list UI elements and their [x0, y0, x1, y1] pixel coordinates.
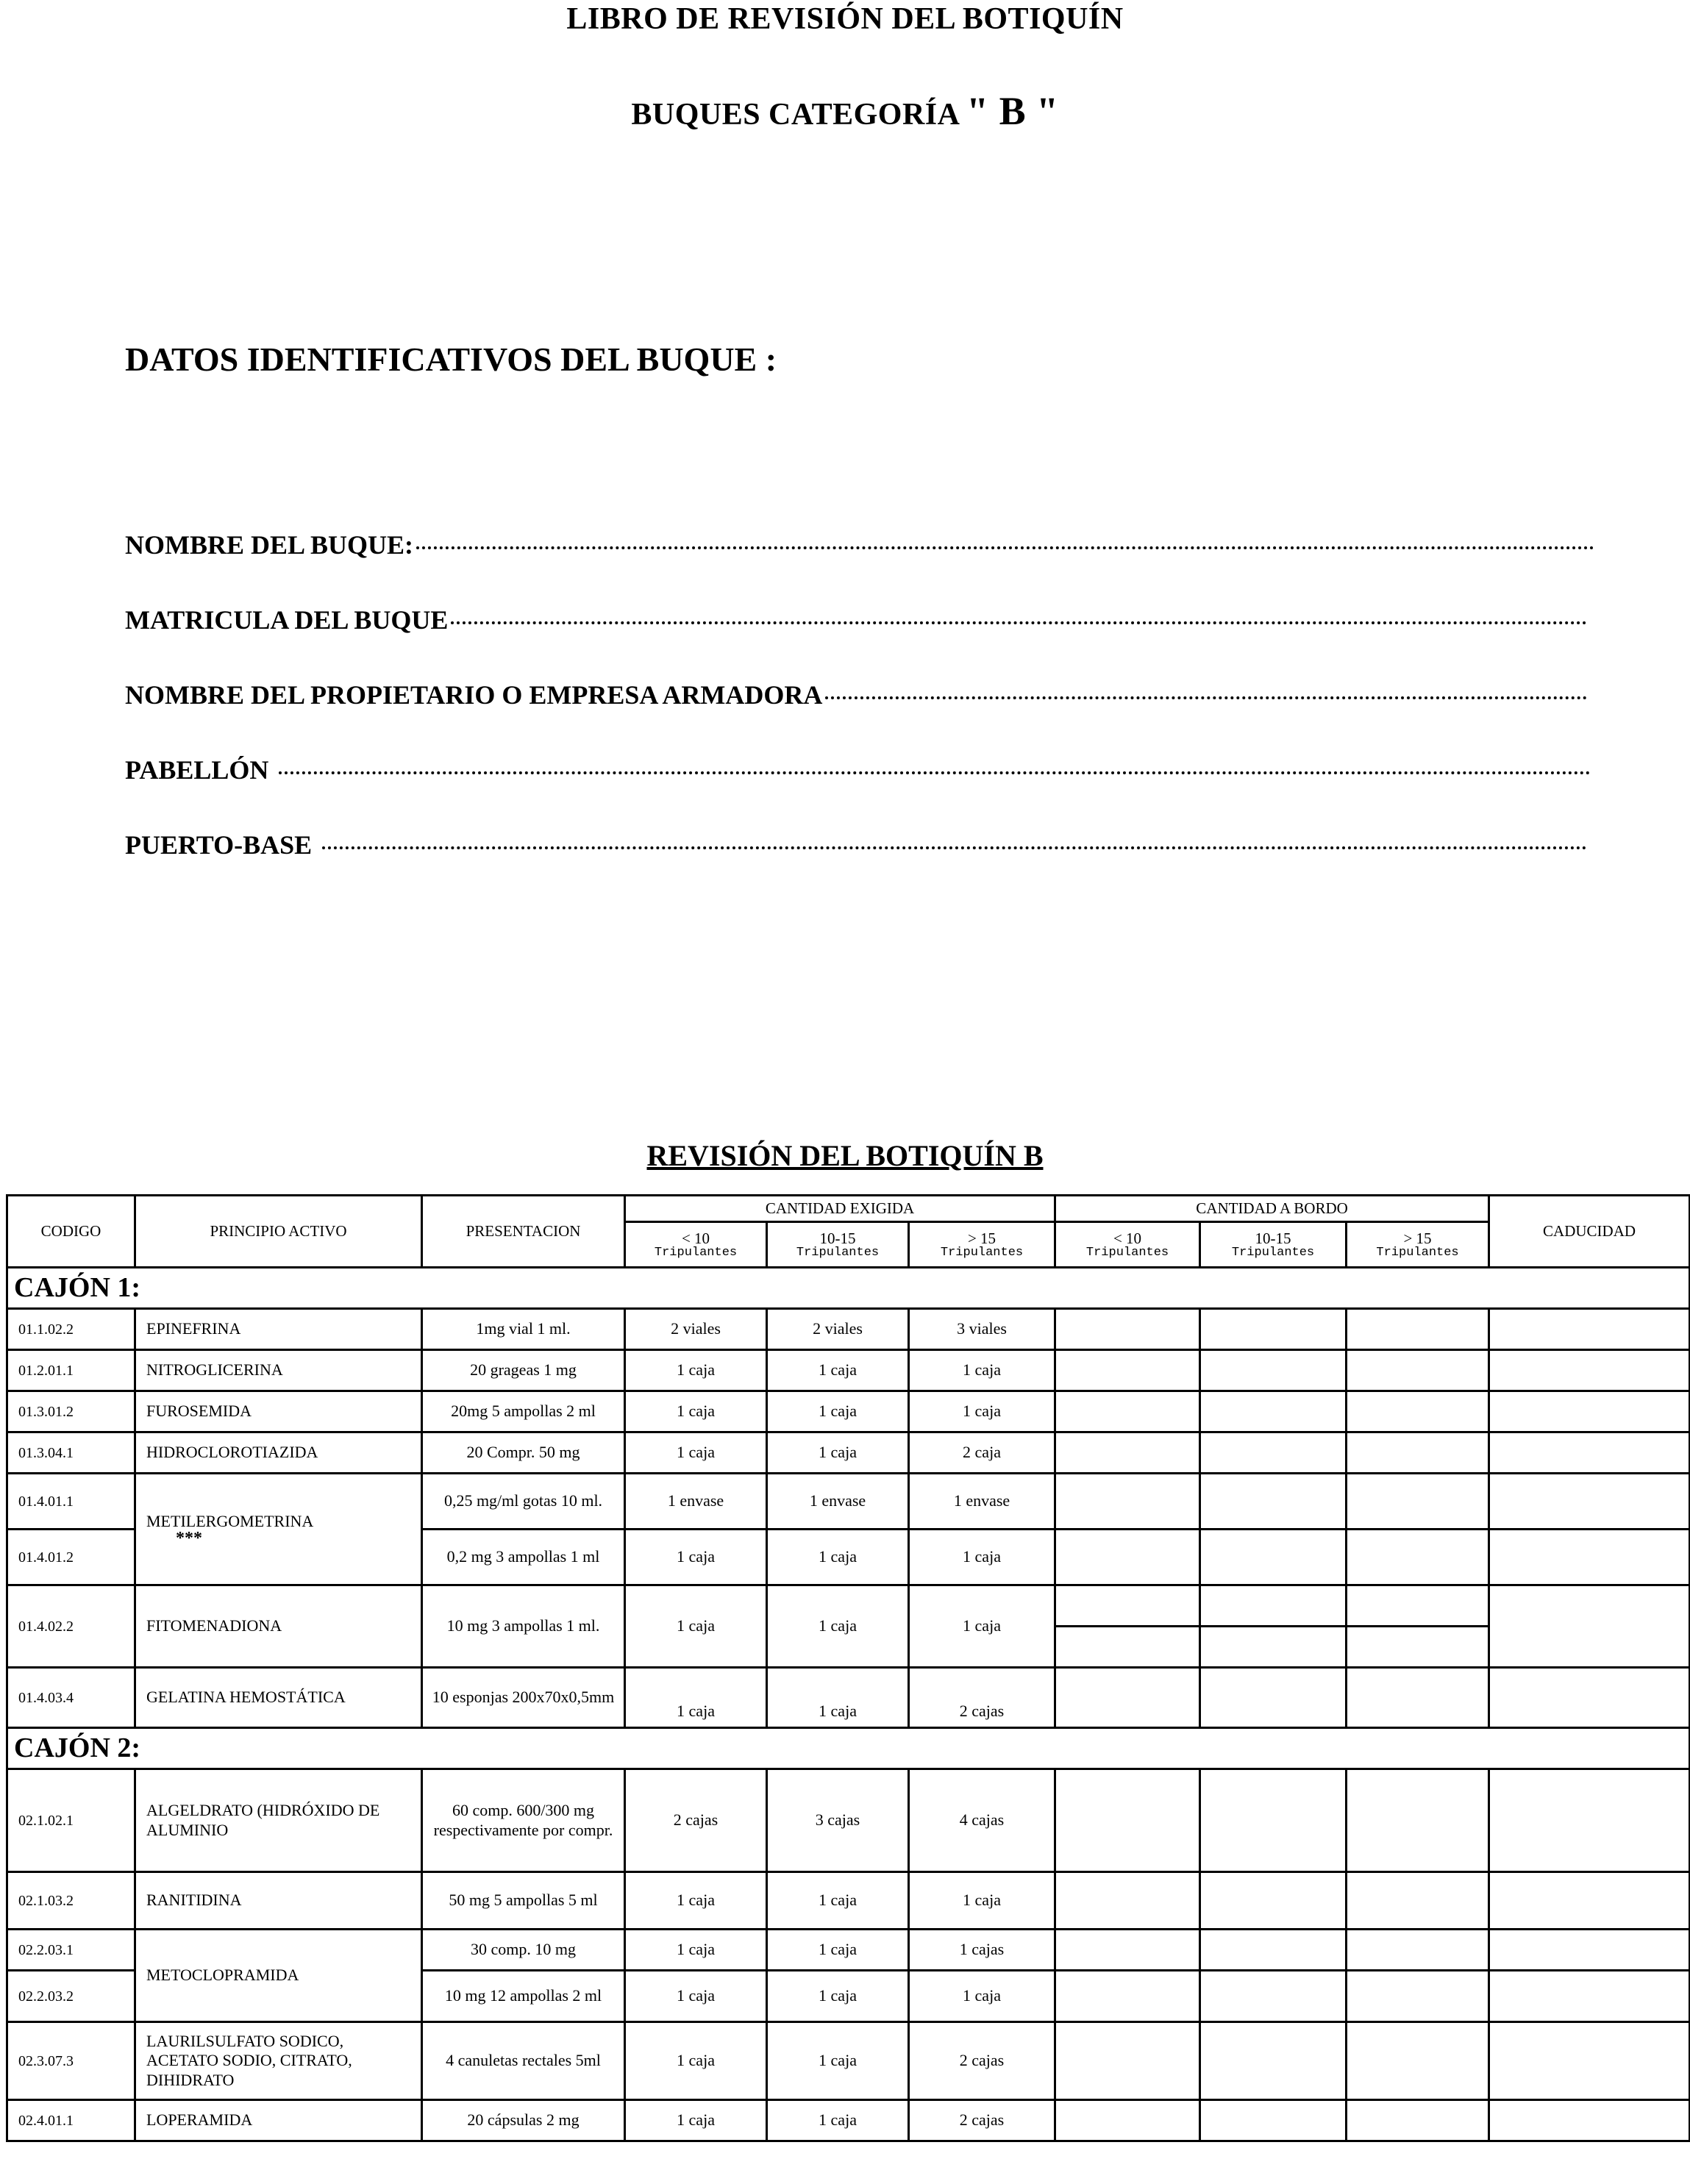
drug-cell: LAURILSULFATO SODICO, ACETATO SODIO, CITRATO, DIHIDRATO: [135, 2022, 422, 2100]
expiry-input[interactable]: [1489, 1971, 1690, 2022]
onboard-qty-input[interactable]: [1055, 1530, 1200, 1585]
required-qty-cell: 1 envase: [625, 1474, 767, 1530]
presentation-cell: 0,2 mg 3 ampollas 1 ml: [422, 1530, 625, 1585]
required-qty-cell: 1 caja: [625, 1930, 767, 1971]
required-qty-cell: 2 caja: [909, 1432, 1055, 1474]
required-qty-cell: 2 viales: [767, 1309, 909, 1350]
expiry-input[interactable]: [1489, 2100, 1690, 2141]
sub-range: < 10: [681, 1229, 710, 1247]
required-qty-cell: 1 caja: [625, 1872, 767, 1930]
onboard-qty-input[interactable]: [1200, 1627, 1347, 1668]
sub-word: Tripulantes: [1231, 1245, 1315, 1260]
drug-cell: GELATINA HEMOSTÁTICA: [135, 1668, 422, 1728]
code-cell: 02.2.03.1: [7, 1930, 135, 1971]
required-qty-cell: 1 caja: [909, 1391, 1055, 1432]
expiry-input[interactable]: [1489, 1872, 1690, 1930]
required-qty-cell: 3 cajas: [767, 1769, 909, 1872]
field-registration[interactable]: [125, 604, 1587, 635]
onboard-qty-input[interactable]: [1055, 1432, 1200, 1474]
col-header-exigida: CANTIDAD EXIGIDA: [625, 1196, 1055, 1222]
field-label: NOMBRE DEL BUQUE:: [125, 530, 414, 560]
table-row: [7, 1309, 1690, 1350]
drug-cell: EPINEFRINA: [135, 1309, 422, 1350]
sub-range: 10-15: [819, 1229, 856, 1247]
fill-in-line[interactable]: [825, 696, 1587, 699]
fill-in-line[interactable]: [416, 546, 1594, 549]
onboard-qty-input[interactable]: [1347, 2100, 1489, 2141]
onboard-qty-input[interactable]: [1055, 1309, 1200, 1350]
onboard-qty-input[interactable]: [1055, 2022, 1200, 2100]
onboard-qty-input[interactable]: [1347, 1432, 1489, 1474]
onboard-qty-input[interactable]: [1055, 1627, 1200, 1668]
field-label: MATRICULA DEL BUQUE: [125, 605, 449, 635]
drug-cell: [135, 1474, 422, 1585]
presentation-cell: 60 comp. 600/300 mg respectivamente por compr.: [422, 1769, 625, 1872]
expiry-input[interactable]: [1489, 1530, 1690, 1585]
required-qty-cell: 2 cajas: [909, 2022, 1055, 2100]
required-qty-cell: 1 envase: [767, 1474, 909, 1530]
sub-word: Tripulantes: [796, 1245, 880, 1260]
onboard-qty-input[interactable]: [1055, 2100, 1200, 2141]
required-qty-cell: 1 caja: [909, 1872, 1055, 1930]
onboard-qty-input[interactable]: [1200, 1668, 1347, 1728]
sub-header: [767, 1222, 909, 1268]
required-qty-cell: 1 caja: [767, 2022, 909, 2100]
sub-range: > 15: [1403, 1229, 1432, 1247]
code-cell: 01.3.04.1: [7, 1432, 135, 1474]
onboard-qty-input[interactable]: [1347, 1872, 1489, 1930]
table-row: [7, 1769, 1690, 1872]
onboard-qty-input[interactable]: [1347, 1585, 1489, 1627]
sub-range: 10-15: [1255, 1229, 1291, 1247]
onboard-qty-input[interactable]: [1055, 1585, 1200, 1627]
onboard-qty-input[interactable]: [1055, 1971, 1200, 2022]
onboard-qty-input[interactable]: [1200, 1350, 1347, 1391]
drug-name: METILERGOMETRINA: [146, 1511, 314, 1530]
code-cell: 02.1.02.1: [7, 1769, 135, 1872]
required-qty-cell: 1 caja: [625, 1585, 767, 1668]
field-label: PUERTO-BASE: [125, 830, 313, 860]
code-cell: 01.1.02.2: [7, 1309, 135, 1350]
code-cell: 02.4.01.1: [7, 2100, 135, 2141]
onboard-qty-input[interactable]: [1347, 1309, 1489, 1350]
required-qty-cell: 1 caja: [625, 1668, 767, 1728]
onboard-qty-input[interactable]: [1055, 1769, 1200, 1872]
onboard-qty-input[interactable]: [1347, 1530, 1489, 1585]
section-label: CAJÓN 2:: [7, 1728, 1690, 1769]
required-qty-cell: 4 cajas: [909, 1769, 1055, 1872]
code-cell: 01.2.01.1: [7, 1350, 135, 1391]
onboard-qty-input[interactable]: [1200, 1530, 1347, 1585]
sub-word: Tripulantes: [654, 1245, 738, 1260]
field-home-port[interactable]: [125, 829, 1587, 860]
subtitle-text: BUQUES CATEGORÍA: [631, 98, 967, 132]
required-qty-cell: 1 caja: [767, 1432, 909, 1474]
required-qty-cell: 1 caja: [767, 1391, 909, 1432]
identification-heading: DATOS IDENTIFICATIVOS DEL BUQUE :: [125, 340, 777, 378]
presentation-cell: 20 Compr. 50 mg: [422, 1432, 625, 1474]
sub-header: [909, 1222, 1055, 1268]
onboard-qty-input[interactable]: [1055, 1350, 1200, 1391]
presentation-cell: 20 grageas 1 mg: [422, 1350, 625, 1391]
onboard-qty-input[interactable]: [1347, 2022, 1489, 2100]
required-qty-cell: 1 caja: [767, 1585, 909, 1668]
onboard-qty-input[interactable]: [1347, 1971, 1489, 2022]
required-qty-cell: 1 caja: [625, 1971, 767, 2022]
col-header-a-bordo: CANTIDAD A BORDO: [1055, 1196, 1489, 1222]
required-qty-cell: 3 viales: [909, 1309, 1055, 1350]
presentation-cell: 30 comp. 10 mg: [422, 1930, 625, 1971]
sub-header: [1055, 1222, 1200, 1268]
required-qty-cell: 2 cajas: [909, 1668, 1055, 1728]
onboard-qty-input[interactable]: [1055, 1391, 1200, 1432]
onboard-qty-input[interactable]: [1200, 2100, 1347, 2141]
drug-cell: RANITIDINA: [135, 1872, 422, 1930]
presentation-cell: 1mg vial 1 ml.: [422, 1309, 625, 1350]
required-qty-cell: 1 caja: [625, 2100, 767, 2141]
required-qty-cell: 1 caja: [767, 1971, 909, 2022]
table-row: [7, 1391, 1690, 1432]
presentation-cell: 4 canuletas rectales 5ml: [422, 2022, 625, 2100]
asterisk-marks: ***: [176, 1528, 202, 1548]
required-qty-cell: 1 cajas: [909, 1930, 1055, 1971]
document-subtitle: [0, 88, 1690, 134]
section-label: CAJÓN 1:: [7, 1268, 1690, 1309]
onboard-qty-input[interactable]: [1200, 1585, 1347, 1627]
field-owner[interactable]: [125, 679, 1587, 710]
sub-range: > 15: [967, 1229, 996, 1247]
field-ship-name[interactable]: [125, 529, 1594, 560]
drug-cell: METOCLOPRAMIDA: [135, 1930, 422, 2022]
field-label: NOMBRE DEL PROPIETARIO O EMPRESA ARMADORA: [125, 680, 823, 710]
expiry-input[interactable]: [1489, 1432, 1690, 1474]
expiry-input[interactable]: [1489, 1585, 1690, 1668]
code-cell: 01.4.01.1: [7, 1474, 135, 1530]
table-row: [7, 1474, 1690, 1530]
sub-header: [625, 1222, 767, 1268]
onboard-qty-input[interactable]: [1347, 1391, 1489, 1432]
onboard-qty-input[interactable]: [1200, 1474, 1347, 1530]
required-qty-cell: 1 caja: [767, 2100, 909, 2141]
expiry-input[interactable]: [1489, 1350, 1690, 1391]
presentation-cell: 10 esponjas 200x70x0,5mm: [422, 1668, 625, 1728]
expiry-input[interactable]: [1489, 1474, 1690, 1530]
table-row: [7, 1432, 1690, 1474]
required-qty-cell: 1 caja: [625, 2022, 767, 2100]
code-cell: 01.4.01.2: [7, 1530, 135, 1585]
presentation-cell: 20 cápsulas 2 mg: [422, 2100, 625, 2141]
drug-cell: NITROGLICERINA: [135, 1350, 422, 1391]
required-qty-cell: 1 caja: [767, 1350, 909, 1391]
required-qty-cell: 1 caja: [767, 1668, 909, 1728]
expiry-input[interactable]: [1489, 1391, 1690, 1432]
onboard-qty-input[interactable]: [1055, 1474, 1200, 1530]
drug-cell: ALGELDRATO (HIDRÓXIDO DE ALUMINIO: [135, 1769, 422, 1872]
drug-cell: FUROSEMIDA: [135, 1391, 422, 1432]
onboard-qty-input[interactable]: [1055, 1872, 1200, 1930]
table-row: [7, 1930, 1690, 1971]
required-qty-cell: 1 caja: [767, 1930, 909, 1971]
category-letter: " B ": [966, 89, 1059, 133]
col-header-codigo: CODIGO: [7, 1196, 135, 1268]
code-cell: 02.3.07.3: [7, 2022, 135, 2100]
presentation-cell: 10 mg 12 ampollas 2 ml: [422, 1971, 625, 2022]
required-qty-cell: 1 caja: [909, 1530, 1055, 1585]
table-row: [7, 1668, 1690, 1728]
table-title: REVISIÓN DEL BOTIQUÍN B: [646, 1139, 1044, 1172]
onboard-qty-input[interactable]: [1055, 1930, 1200, 1971]
required-qty-cell: 1 caja: [909, 1350, 1055, 1391]
onboard-qty-input[interactable]: [1347, 1769, 1489, 1872]
required-qty-cell: 2 cajas: [625, 1769, 767, 1872]
presentation-cell: 20mg 5 ampollas 2 ml: [422, 1391, 625, 1432]
table-row: [7, 2022, 1690, 2100]
table-row: [7, 1872, 1690, 1930]
onboard-qty-input[interactable]: [1347, 1474, 1489, 1530]
expiry-input[interactable]: [1489, 1769, 1690, 1872]
required-qty-cell: 1 caja: [909, 1971, 1055, 2022]
col-header-presentacion: PRESENTACION: [422, 1196, 625, 1268]
table-row: [7, 1585, 1690, 1627]
onboard-qty-input[interactable]: [1347, 1668, 1489, 1728]
onboard-qty-input[interactable]: [1200, 1872, 1347, 1930]
fill-in-line[interactable]: [322, 846, 1587, 849]
code-cell: 02.2.03.2: [7, 1971, 135, 2022]
code-cell: 01.4.02.2: [7, 1585, 135, 1668]
medicine-checklist-table: [6, 1194, 1690, 2142]
required-qty-cell: 1 caja: [625, 1391, 767, 1432]
onboard-qty-input[interactable]: [1200, 1391, 1347, 1432]
required-qty-cell: 1 caja: [625, 1432, 767, 1474]
code-cell: 01.4.03.4: [7, 1668, 135, 1728]
onboard-qty-input[interactable]: [1347, 1930, 1489, 1971]
onboard-qty-input[interactable]: [1200, 1769, 1347, 1872]
code-cell: 01.3.01.2: [7, 1391, 135, 1432]
required-qty-cell: 1 caja: [767, 1872, 909, 1930]
drug-cell: HIDROCLOROTIAZIDA: [135, 1432, 422, 1474]
required-qty-cell: 2 cajas: [909, 2100, 1055, 2141]
presentation-cell: 10 mg 3 ampollas 1 ml.: [422, 1585, 625, 1668]
onboard-qty-input[interactable]: [1055, 1668, 1200, 1728]
expiry-input[interactable]: [1489, 2022, 1690, 2100]
onboard-qty-input[interactable]: [1200, 1309, 1347, 1350]
sub-word: Tripulantes: [1085, 1245, 1169, 1260]
onboard-qty-input[interactable]: [1200, 1432, 1347, 1474]
document-title: LIBRO DE REVISIÓN DEL BOTIQUÍN: [566, 2, 1124, 36]
onboard-qty-input[interactable]: [1200, 1971, 1347, 2022]
table-row: [7, 2100, 1690, 2141]
required-qty-cell: 1 envase: [909, 1474, 1055, 1530]
section-row-cajon-1: [7, 1268, 1690, 1309]
presentation-cell: 50 mg 5 ampollas 5 ml: [422, 1872, 625, 1930]
required-qty-cell: 1 caja: [625, 1350, 767, 1391]
required-qty-cell: 1 caja: [767, 1530, 909, 1585]
field-label: PABELLÓN: [125, 755, 269, 785]
expiry-input[interactable]: [1489, 1309, 1690, 1350]
onboard-qty-input[interactable]: [1347, 1350, 1489, 1391]
field-flag[interactable]: [125, 754, 1591, 785]
required-qty-cell: 1 caja: [909, 1585, 1055, 1668]
drug-cell: FITOMENADIONA: [135, 1585, 422, 1668]
required-qty-cell: 1 caja: [625, 1530, 767, 1585]
expiry-input[interactable]: [1489, 1668, 1690, 1728]
fill-in-line[interactable]: [279, 771, 1591, 774]
col-header-caducidad: CADUCIDAD: [1489, 1196, 1690, 1268]
sub-word: Tripulantes: [940, 1245, 1024, 1260]
fill-in-line[interactable]: [451, 621, 1587, 624]
expiry-input[interactable]: [1489, 1930, 1690, 1971]
sub-header: [1347, 1222, 1489, 1268]
header-row: [7, 1196, 1690, 1222]
col-header-principio: PRINCIPIO ACTIVO: [135, 1196, 422, 1268]
drug-cell: LOPERAMIDA: [135, 2100, 422, 2141]
sub-word: Tripulantes: [1376, 1245, 1459, 1260]
presentation-cell: 0,25 mg/ml gotas 10 ml.: [422, 1474, 625, 1530]
table-row: [7, 1350, 1690, 1391]
sub-header: [1200, 1222, 1347, 1268]
onboard-qty-input[interactable]: [1200, 1930, 1347, 1971]
sub-range: < 10: [1113, 1229, 1142, 1247]
onboard-qty-input[interactable]: [1200, 2022, 1347, 2100]
section-row-cajon-2: [7, 1728, 1690, 1769]
code-cell: 02.1.03.2: [7, 1872, 135, 1930]
onboard-qty-input[interactable]: [1347, 1627, 1489, 1668]
required-qty-cell: 2 viales: [625, 1309, 767, 1350]
